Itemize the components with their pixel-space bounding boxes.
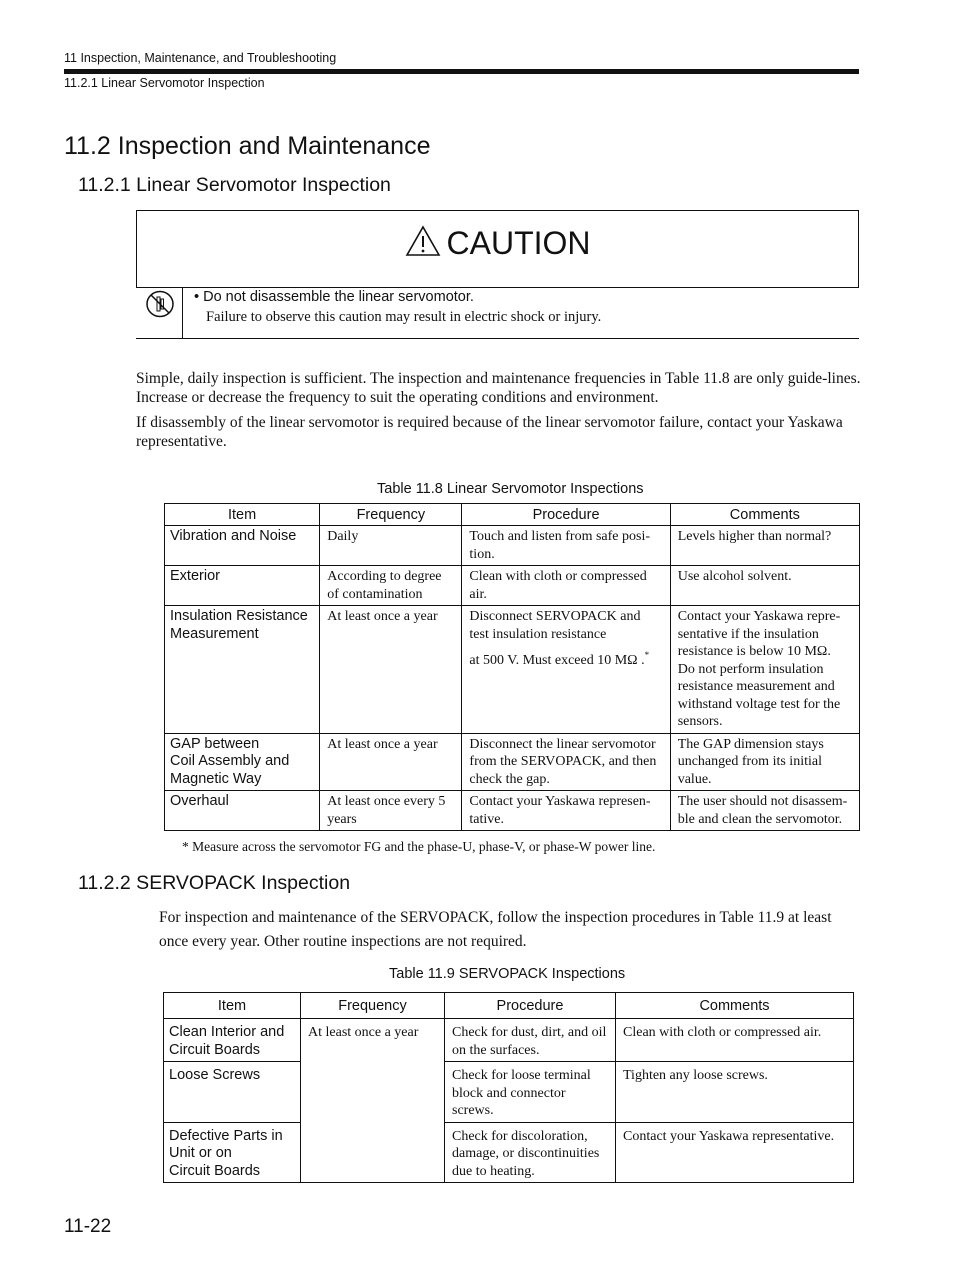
- page-number: 11-22: [64, 1216, 112, 1237]
- caution-bullet: • Do not disassemble the linear servomotor.: [194, 289, 474, 305]
- item-line: Defective Parts in: [169, 1127, 283, 1144]
- cell-procedure: [462, 606, 670, 734]
- paragraph-daily-inspection: Simple, daily inspection is sufficient. The inspection and maintenance frequencies in Table 11.8 are only guide-lines. Increase or decrease the frequency to suit the operating conditions and environment.: [136, 370, 861, 406]
- table-row: [164, 1019, 854, 1062]
- paragraph-servopack-inspection: For inspection and maintenance of the SERVOPACK, follow the inspection procedures in Table 11.9 at least once every year. Other routine inspections are not required.: [159, 909, 832, 950]
- cell-item: Insulation Resistance Measurement: [165, 606, 320, 734]
- cell-procedure: Touch and listen from safe posi-tion.: [462, 526, 670, 566]
- procedure-line-2: [469, 647, 662, 670]
- column-header-item: Item: [164, 993, 301, 1019]
- table-caption-11-8: Table 11.8 Linear Servomotor Inspections: [377, 481, 644, 497]
- caution-body: [136, 287, 859, 339]
- cell-frequency: According to degree of contamination: [320, 566, 462, 606]
- cell-item: Exterior: [165, 566, 320, 606]
- cell-comments: Levels higher than normal?: [670, 526, 859, 566]
- column-header-procedure: Procedure: [462, 504, 670, 526]
- cell-procedure: Clean with cloth or compressed air.: [462, 566, 670, 606]
- cell-frequency: At least once a year: [320, 606, 462, 734]
- cell-comments: Use alcohol solvent.: [670, 566, 859, 606]
- cell-procedure: Contact your Yaskawa represen-tative.: [462, 791, 670, 831]
- table-row: [165, 791, 860, 831]
- cell-item: [165, 733, 320, 791]
- cell-comments: Tighten any loose screws.: [616, 1062, 854, 1123]
- caution-detail: Failure to observe this caution may result in electric shock or injury.: [206, 309, 602, 325]
- paragraph-disassembly: If disassembly of the linear servomotor is required because of the linear servomotor failure, contact your Yaskawa representative.: [136, 414, 843, 450]
- cell-item: [164, 1122, 301, 1183]
- section-heading: 11.2 Inspection and Maintenance: [64, 132, 431, 160]
- running-header-chapter: 11 Inspection, Maintenance, and Troubleshooting: [64, 51, 337, 65]
- cell-procedure: Check for loose terminal block and connector screws.: [445, 1062, 616, 1123]
- caution-title: [137, 225, 858, 262]
- column-header-item: Item: [165, 504, 320, 526]
- cell-frequency: At least once a year: [320, 733, 462, 791]
- caution-icon-divider: [182, 287, 183, 338]
- item-line: Circuit Boards: [169, 1162, 261, 1179]
- caution-title-text: CAUTION: [446, 225, 591, 261]
- prohibited-disassembly-icon: [144, 289, 176, 319]
- table-row: [165, 566, 860, 606]
- cell-comments: The GAP dimension stays unchanged from its initial value.: [670, 733, 859, 791]
- servopack-inspections-table: [163, 992, 854, 1183]
- header-rule: [64, 69, 859, 74]
- table-row: [165, 606, 860, 734]
- column-header-procedure: Procedure: [445, 993, 616, 1019]
- subsection-heading-servopack: 11.2.2 SERVOPACK Inspection: [78, 872, 351, 894]
- procedure-line-2-text: at 500 V. Must exceed 10 MΩ .: [469, 653, 645, 668]
- item-line: Magnetic Way: [170, 770, 262, 787]
- running-header-section: 11.2.1 Linear Servomotor Inspection: [64, 76, 265, 90]
- table-row: [164, 1062, 854, 1123]
- column-header-comments: Comments: [616, 993, 854, 1019]
- comments-line-1: Contact your Yaskawa repre-sentative if the insulation resistance is below 10 MΩ.: [677, 609, 841, 659]
- cell-item: Loose Screws: [164, 1062, 301, 1123]
- cell-procedure: Disconnect the linear servomotor from the SERVOPACK, and then check the gap.: [462, 733, 670, 791]
- caution-box: [136, 210, 859, 339]
- column-header-frequency: Frequency: [301, 993, 445, 1019]
- caution-header: [136, 210, 859, 288]
- cell-comments: The user should not disassem-ble and clean the servomotor.: [670, 791, 859, 831]
- cell-procedure: Check for discoloration, damage, or discontinuities due to heating.: [445, 1122, 616, 1183]
- table-row: [164, 1122, 854, 1183]
- footnote-marker: *: [644, 650, 650, 660]
- cell-item: [164, 1019, 301, 1062]
- item-line: Circuit Boards: [169, 1041, 261, 1058]
- item-line: GAP between: [170, 735, 260, 752]
- table-footnote: * Measure across the servomotor FG and the phase-U, phase-V, or phase-W power line.: [182, 839, 656, 854]
- item-line: Coil Assembly and: [170, 753, 290, 769]
- cell-frequency: At least once every 5 years: [320, 791, 462, 831]
- cell-item: Vibration and Noise: [165, 526, 320, 566]
- cell-comments: Clean with cloth or compressed air.: [616, 1019, 854, 1062]
- table-row: [165, 733, 860, 791]
- cell-frequency-shared: At least once a year: [301, 1019, 445, 1183]
- warning-triangle-icon: [405, 225, 441, 257]
- item-line: Clean Interior and: [169, 1024, 285, 1040]
- table-header-row: [165, 504, 860, 526]
- cell-comments: [670, 606, 859, 734]
- table-row: [165, 526, 860, 566]
- table-caption-11-9: Table 11.9 SERVOPACK Inspections: [389, 966, 626, 982]
- subsection-heading-linear-servomotor: 11.2.1 Linear Servomotor Inspection: [78, 174, 391, 196]
- item-line: Unit or on: [169, 1145, 232, 1161]
- column-header-comments: Comments: [670, 504, 859, 526]
- cell-procedure: Check for dust, dirt, and oil on the surfaces.: [445, 1019, 616, 1062]
- comments-line-2: Do not perform insulation resistance measurement and withstand voltage test for the sensors.: [677, 661, 841, 729]
- column-header-frequency: Frequency: [320, 504, 462, 526]
- linear-servomotor-inspections-table: [164, 503, 860, 831]
- cell-item: Overhaul: [165, 791, 320, 831]
- cell-frequency: Daily: [320, 526, 462, 566]
- cell-comments: Contact your Yaskawa representative.: [616, 1122, 854, 1183]
- procedure-line-1: Disconnect SERVOPACK and test insulation resistance: [469, 609, 641, 642]
- table-header-row: [164, 993, 854, 1019]
